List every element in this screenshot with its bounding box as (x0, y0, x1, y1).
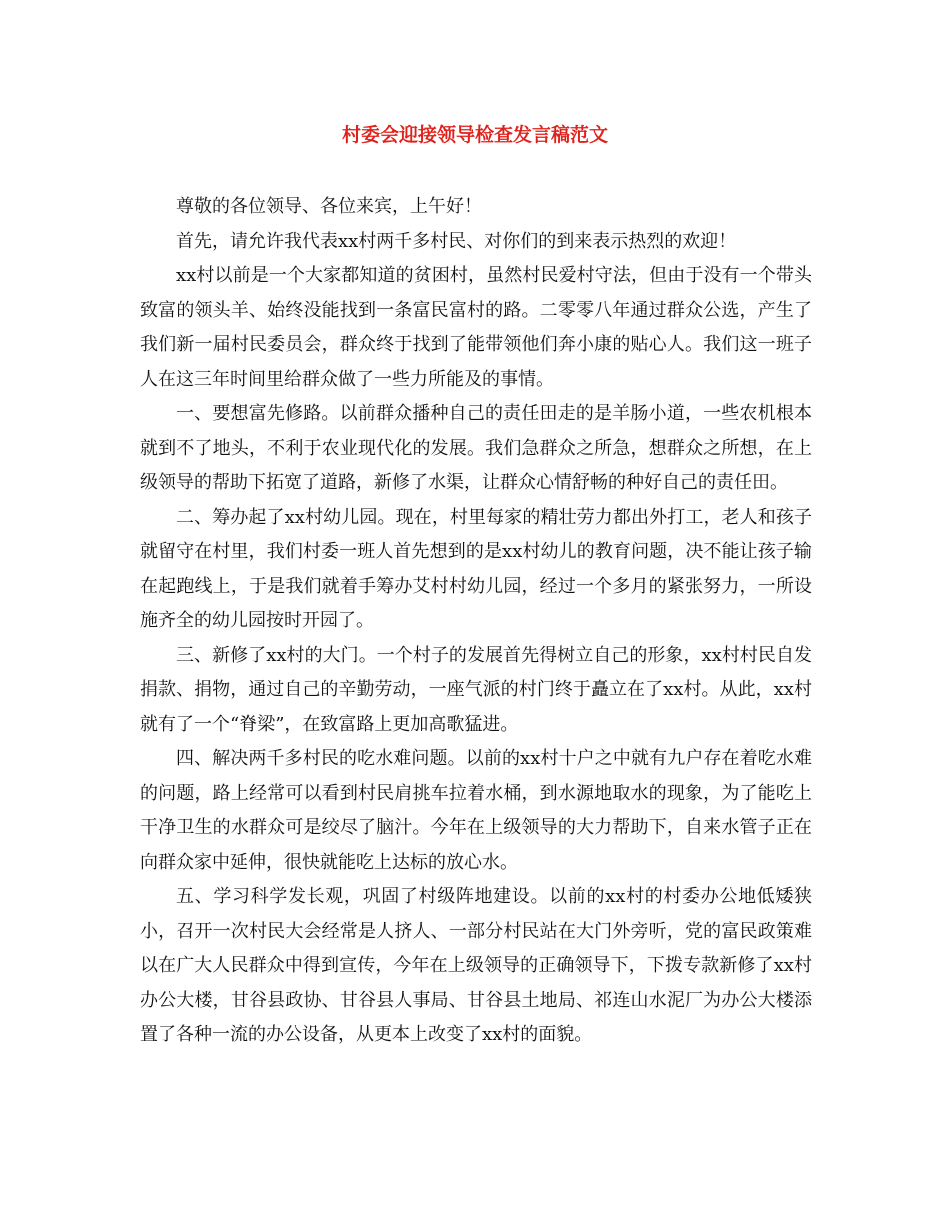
document-body (140, 190, 812, 1053)
paragraph-greeting: 尊敬的各位领导、各位来宾，上午好！ (176, 196, 482, 217)
paragraph-background: xx村以前是一个大家都知道的贫困村，虽然村民爱村守法，但由于没有一个带头致富的领头羊、始终没能找到一条富民富村的路。二零零八年通过群众公选，产生了我们新一届村民委员会，群众终于找到了能带领他们奔小康的贴心人。我们这一班子人在这三年时间里给群众做了一些力所能及的事情。 (140, 265, 812, 390)
paragraph-item-5-office-building: 五、学习科学发长观，巩固了村级阵地建设。以前的xx村的村委办公地低矮狭小，召开一次村民大会经常是人挤人、一部分村民站在大门外旁听，党的富民政策难以在广大人民群众中得到宣传，今年在上级领导的正确领导下，下拨专款新修了xx村办公大楼，甘谷县政协、甘谷县人事局、甘谷县土地局、祁连山水泥厂为办公大楼添置了各种一流的办公设备，从更本上改变了xx村的面貌。 (140, 886, 812, 1045)
paragraph-item-4-drinking-water: 四、解决两千多村民的吃水难问题。以前的xx村十户之中就有九户存在着吃水难的问题，路上经常可以看到村民肩挑车拉着水桶，到水源地取水的现象，为了能吃上干净卫生的水群众可是绞尽了脑汁。今年在上级领导的大力帮助下，自来水管子正在向群众家中延伸，很快就能吃上达标的放心水。 (140, 748, 812, 873)
paragraph-item-3-village-gate: 三、新修了xx村的大门。一个村子的发展首先得树立自己的形象，xx村村民自发捐款、捐物，通过自己的辛勤劳动，一座气派的村门终于矗立在了xx村。从此，xx村就有了一个“脊梁”，在致富路上更加高歌猛进。 (140, 644, 812, 735)
paragraph-welcome: 首先，请允许我代表xx村两千多村民、对你们的到来表示热烈的欢迎！ (176, 230, 737, 252)
paragraph-item-1-roads: 一、要想富先修路。以前群众播种自己的责任田走的是羊肠小道，一些农机根本就到不了地头，不利于农业现代化的发展。我们急群众之所急，想群众之所想，在上级领导的帮助下拓宽了道路，新修了水渠，让群众心情舒畅的种好自己的责任田。 (140, 403, 812, 493)
paragraph-item-2-kindergarten: 二、筹办起了xx村幼儿园。现在，村里每家的精壮劳力都出外打工，老人和孩子就留守在村里，我们村委一班人首先想到的是xx村幼儿的教育问题，决不能让孩子输在起跑线上，于是我们就着手筹办艾村村幼儿园，经过一个多月的紧张努力，一所设施齐全的幼儿园按时开园了。 (140, 506, 812, 631)
document-title: 村委会迎接领导检查发言稿范文 (341, 124, 608, 146)
